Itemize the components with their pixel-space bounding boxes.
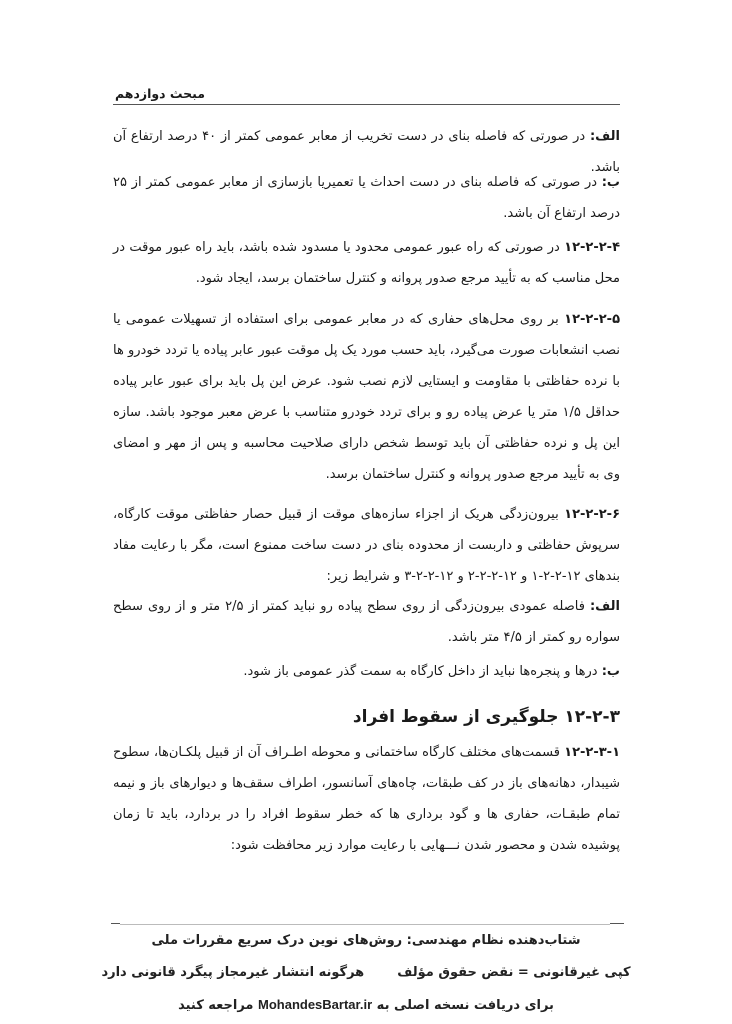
paragraph-be-1 [113,167,620,229]
paragraph-text: در صورتی که فاصله بنای در دست تخریب از معابر عمومی کمتر از ۴۰ درصد ارتفاع آن باشد. [113,129,620,175]
footer-line-3 [100,989,632,1022]
paragraph-label: الف: [589,599,620,614]
footer-rule-right [610,923,624,924]
footer-copyright-notice: کپی غیرقانونی = نقض حقوق مؤلف [397,965,631,980]
clause-12-2-2-4 [113,232,620,294]
footer-line-2 [100,957,632,989]
clause-number: ۱۲-۲-۲-۴ [564,240,620,255]
paragraph-text: در صورتی که فاصله بنای در دست احداث یا تعمیریا بازسازی از معابر عمومی کمتر از ۲۵ درصد ارتفاع آن باشد. [113,175,620,221]
footer-watermark [100,925,632,1022]
paragraph-text: درها و پنجره‌ها نباید از داخل کارگاه به سمت گذر عمومی باز شود. [243,664,602,679]
footer-line-3-prefix: برای دریافت نسخه اصلی به [372,998,554,1013]
clause-12-2-2-5 [113,304,620,490]
clause-number: ۱۲-۲-۳-۱ [564,745,620,760]
paragraph-label: ب: [601,664,620,679]
clause-12-2-3-1 [113,737,620,861]
footer-line-1: شتاب‌دهنده نظام مهندسی: روش‌های نوین درک سریع مقررات ملی [151,933,581,948]
clause-text: در صورتی که راه عبور عمومی محدود یا مسدود شده باشد، باید راه عبور موقت در محل مناسب که به تأیید مرجع صدور پروانه و کنترل ساختمان برسد، ایجاد شود. [113,240,620,286]
paragraph-text: فاصله عمودی بیرون‌زدگی از روی سطح پیاده رو نباید کمتر از ۲/۵ متر و از روی سطح سواره رو کمتر از ۴/۵ متر باشد. [113,599,620,645]
clause-text: قسمت‌های مختلف کارگاه ساختمانی و محوطه اطـراف آن از قبیل پلکـان‌ها، سطوح شیبدار، دهانه‌های باز در کف طبقات، چاه‌های آسانسور، اطراف سقف‌ها و دیوارهای باز و نیمه تمام طبقـات، حفاری ها و گود برداری ها که خطر سقوط افراد را در بردارد، باید تا زمان پوشیده شدن و محصور شدن نـــهایی با رعایت موارد زیر محافظت شود: [113,745,620,853]
clause-number: ۱۲-۲-۲-۶ [564,507,620,522]
clause-text: بیرون‌زدگی هریک از اجزاء سازه‌های موقت از قبیل حصار حفاظتی موقت کارگاه، سرپوش حفاظتی و داربست از محدوده بنای در دست ساخت ممنوع است، مگر با رعایت مفاد بندهای ۱۲-۲-۲-۱ و ۱۲-۲-۲-۲ و ۱۲-۲-۲-۳ و شرایط زیر: [113,507,620,584]
running-head: مبحث دوازدهم [115,86,205,101]
footer-line-3-suffix: مراجعه کنید [178,998,258,1013]
paragraph-label: ب: [601,175,620,190]
header-rule [113,104,620,105]
clause-12-2-2-6 [113,499,620,592]
footer-website-link[interactable]: MohandesBartar.ir [258,997,373,1012]
section-heading: ۱۲-۲-۳ جلوگیری از سقوط افراد [352,707,620,727]
paragraph-alef-2 [113,591,620,653]
clause-text: بر روی محل‌های حفاری که در معابر عمومی برای استفاده از تسهیلات عمومی یا نصب انشعابات صورت می‌گیرد، باید حسب مورد یک پل موقت عبور عابر پیاده یا تردد خودرو ها با نرده حفاظتی با مقاومت و ایستایی لازم نصب شود. عرض این پل باید برای عبور عابر پیاده حداقل ۱/۵ متر یا عرض پیاده رو و برای تردد خودرو متناسب با عرض معبر موجود باشد. سازه این پل و نرده حفاظتی آن باید توسط شخص دارای صلاحیت محاسبه و پس از مهر و امضای وی به تأیید مرجع صدور پروانه و کنترل ساختمان برسد. [113,312,620,482]
paragraph-label: الف: [589,129,620,144]
footer-legal-notice: هرگونه انتشار غیرمجاز پیگرد قانونی دارد [101,965,365,980]
clause-number: ۱۲-۲-۲-۵ [564,312,620,327]
footer-rule-left [111,923,120,924]
paragraph-be-2 [113,656,620,687]
